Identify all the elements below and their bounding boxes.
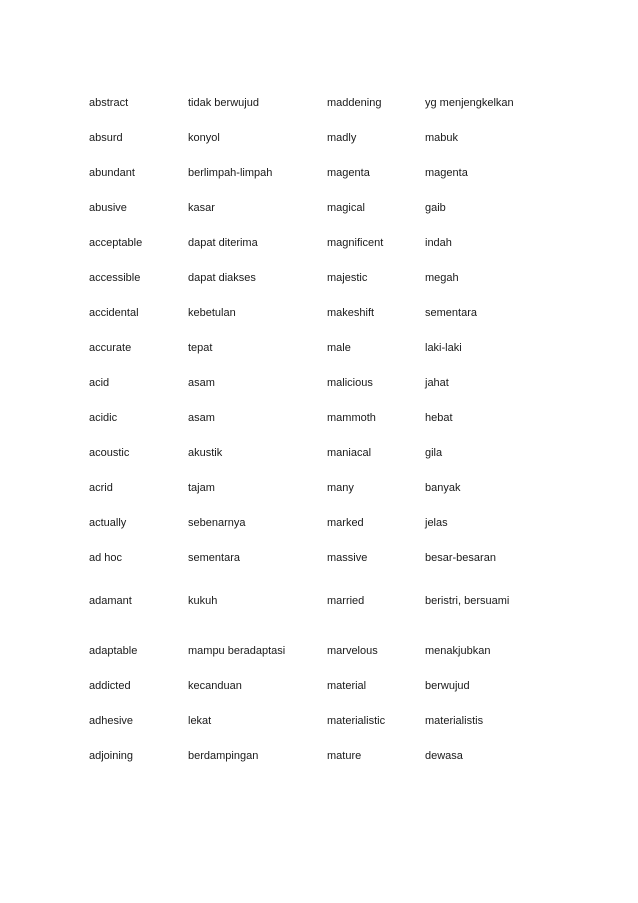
- english-word-cell: mature: [327, 750, 362, 762]
- indonesian-meaning-cell: beristri, bersuami: [425, 595, 510, 607]
- vocabulary-table-body: [89, 82, 535, 763]
- indonesian-meaning-cell: hebat: [425, 412, 453, 424]
- english-word-cell: majestic: [327, 272, 368, 284]
- english-word-cell: mammoth: [327, 412, 376, 424]
- english-word-cell: material: [327, 680, 367, 692]
- table-row: [89, 608, 535, 658]
- english-word-cell: maddening: [327, 97, 382, 109]
- indonesian-meaning-cell: dewasa: [425, 750, 463, 762]
- english-word-cell: absurd: [89, 132, 123, 144]
- indonesian-meaning-cell: materialistis: [425, 715, 484, 727]
- english-word-cell: actually: [89, 517, 127, 529]
- indonesian-meaning-cell: sementara: [425, 307, 477, 319]
- indonesian-meaning-cell: kasar: [188, 202, 215, 214]
- english-word-cell: accurate: [89, 342, 132, 354]
- english-word-cell: magnificent: [327, 237, 384, 249]
- english-word-cell: marvelous: [327, 645, 378, 657]
- table-row: [89, 658, 535, 693]
- indonesian-meaning-cell: kecanduan: [188, 680, 242, 692]
- english-word-cell: ad hoc: [89, 552, 123, 564]
- indonesian-meaning-cell: asam: [188, 412, 215, 424]
- indonesian-meaning-cell: mampu beradaptasi: [188, 645, 286, 657]
- indonesian-meaning-cell: konyol: [188, 132, 220, 144]
- indonesian-meaning-cell: kebetulan: [188, 307, 236, 319]
- table-row: [89, 530, 535, 565]
- english-word-cell: magenta: [327, 167, 370, 179]
- indonesian-meaning-cell: banyak: [425, 482, 461, 494]
- indonesian-meaning-cell: tidak berwujud: [188, 97, 259, 109]
- table-row: [89, 728, 535, 763]
- english-word-cell: madly: [327, 132, 357, 144]
- english-word-cell: adamant: [89, 595, 132, 607]
- indonesian-meaning-cell: dapat diterima: [188, 237, 258, 249]
- english-word-cell: acidic: [89, 412, 118, 424]
- table-row: [89, 565, 535, 608]
- indonesian-meaning-cell: sementara: [188, 552, 240, 564]
- table-row: [89, 495, 535, 530]
- english-word-cell: magical: [327, 202, 365, 214]
- table-row: [89, 82, 535, 110]
- table-row: [89, 693, 535, 728]
- english-word-cell: massive: [327, 552, 368, 564]
- table-row: [89, 110, 535, 145]
- english-word-cell: acrid: [89, 482, 113, 494]
- english-word-cell: adjoining: [89, 750, 134, 762]
- table-row: [89, 425, 535, 460]
- indonesian-meaning-cell: kukuh: [188, 595, 218, 607]
- english-word-cell: accidental: [89, 307, 139, 319]
- table-row: [89, 215, 535, 250]
- indonesian-meaning-cell: tajam: [188, 482, 215, 494]
- english-word-cell: acoustic: [89, 447, 130, 459]
- english-word-cell: acceptable: [89, 237, 143, 249]
- indonesian-meaning-cell: lekat: [188, 715, 212, 727]
- table-row: [89, 250, 535, 285]
- indonesian-meaning-cell: gila: [425, 447, 443, 459]
- indonesian-meaning-cell: mabuk: [425, 132, 459, 144]
- indonesian-meaning-cell: dapat diakses: [188, 272, 256, 284]
- indonesian-meaning-cell: jahat: [425, 377, 449, 389]
- indonesian-meaning-cell: indah: [425, 237, 452, 249]
- english-word-cell: adaptable: [89, 645, 138, 657]
- table-row: [89, 180, 535, 215]
- indonesian-meaning-cell: laki-laki: [425, 342, 462, 354]
- english-word-cell: marked: [327, 517, 364, 529]
- english-word-cell: abundant: [89, 167, 135, 179]
- english-word-cell: malicious: [327, 377, 373, 389]
- english-word-cell: married: [327, 595, 365, 607]
- english-word-cell: addicted: [89, 680, 131, 692]
- indonesian-meaning-cell: akustik: [188, 447, 223, 459]
- indonesian-meaning-cell: asam: [188, 377, 215, 389]
- indonesian-meaning-cell: besar-besaran: [425, 552, 496, 564]
- english-word-cell: many: [327, 482, 354, 494]
- indonesian-meaning-cell: tepat: [188, 342, 213, 354]
- english-word-cell: male: [327, 342, 351, 354]
- table-row: [89, 145, 535, 180]
- indonesian-meaning-cell: gaib: [425, 202, 446, 214]
- indonesian-meaning-cell: jelas: [425, 517, 448, 529]
- english-word-cell: materialistic: [327, 715, 386, 727]
- table-row: [89, 355, 535, 390]
- indonesian-meaning-cell: berlimpah-limpah: [188, 167, 273, 179]
- english-word-cell: abusive: [89, 202, 127, 214]
- vocabulary-table: [89, 82, 535, 763]
- table-row: [89, 285, 535, 320]
- table-row: [89, 390, 535, 425]
- table-row: [89, 460, 535, 495]
- indonesian-meaning-cell: magenta: [425, 167, 468, 179]
- indonesian-meaning-cell: megah: [425, 272, 459, 284]
- indonesian-meaning-cell: menakjubkan: [425, 645, 491, 657]
- table-row: [89, 320, 535, 355]
- english-word-cell: acid: [89, 377, 110, 389]
- english-word-cell: accessible: [89, 272, 141, 284]
- english-word-cell: maniacal: [327, 447, 372, 459]
- english-word-cell: makeshift: [327, 307, 375, 319]
- indonesian-meaning-cell: berdampingan: [188, 750, 259, 762]
- english-word-cell: adhesive: [89, 715, 134, 727]
- english-word-cell: abstract: [89, 97, 129, 109]
- indonesian-meaning-cell: yg menjengkelkan: [425, 97, 514, 109]
- indonesian-meaning-cell: berwujud: [425, 680, 470, 692]
- indonesian-meaning-cell: sebenarnya: [188, 517, 246, 529]
